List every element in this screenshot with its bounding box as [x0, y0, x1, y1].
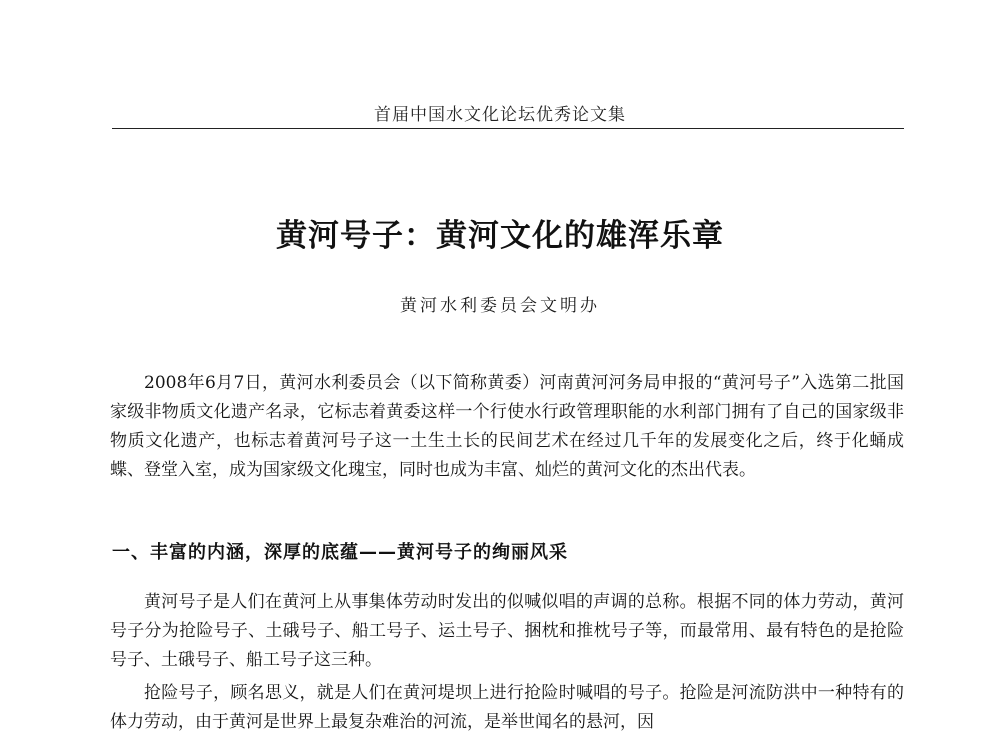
header-rule	[112, 128, 904, 129]
article-title: 黄河号子：黄河文化的雄浑乐章	[276, 218, 724, 254]
section1-paragraph-2: 抢险号子，顾名思义，就是人们在黄河堤坝上进行抢险时喊唱的号子。抢险是河流防洪中一种特有的体力劳动，由于黄河是世界上最复杂难治的河流，是举世闻名的悬河，因	[110, 683, 904, 732]
running-header: 首届中国水文化论坛优秀论文集	[374, 105, 626, 125]
section1-paragraph-1: 黄河号子是人们在黄河上从事集体劳动时发出的似喊似唱的声调的总称。根据不同的体力劳动，黄河号子分为抢险号子、土硪号子、船工号子、运土号子、捆枕和推枕号子等，而最常用、最有特色的是抢险号子、土硪号子、船工号子这三种。	[110, 592, 904, 670]
article-author: 黄河水利委员会文明办	[400, 296, 600, 316]
intro-paragraph: 2008年6月7日，黄河水利委员会（以下简称黄委）河南黄河河务局申报的“黄河号子”入选第二批国家级非物质文化遗产名录，它标志着黄委这样一个行使水行政管理职能的水利部门拥有了自己的国家级非物质文化遗产，也标志着黄河号子这一土生土长的民间艺术在经过几千年的发展变化之后，终于化蛹成蝶、登堂入室，成为国家级文化瑰宝，同时也成为丰富、灿烂的黄河文化的杰出代表。	[110, 373, 904, 480]
section-heading: 一、丰富的内涵，深厚的底蕴——黄河号子的绚丽风采	[112, 542, 568, 563]
